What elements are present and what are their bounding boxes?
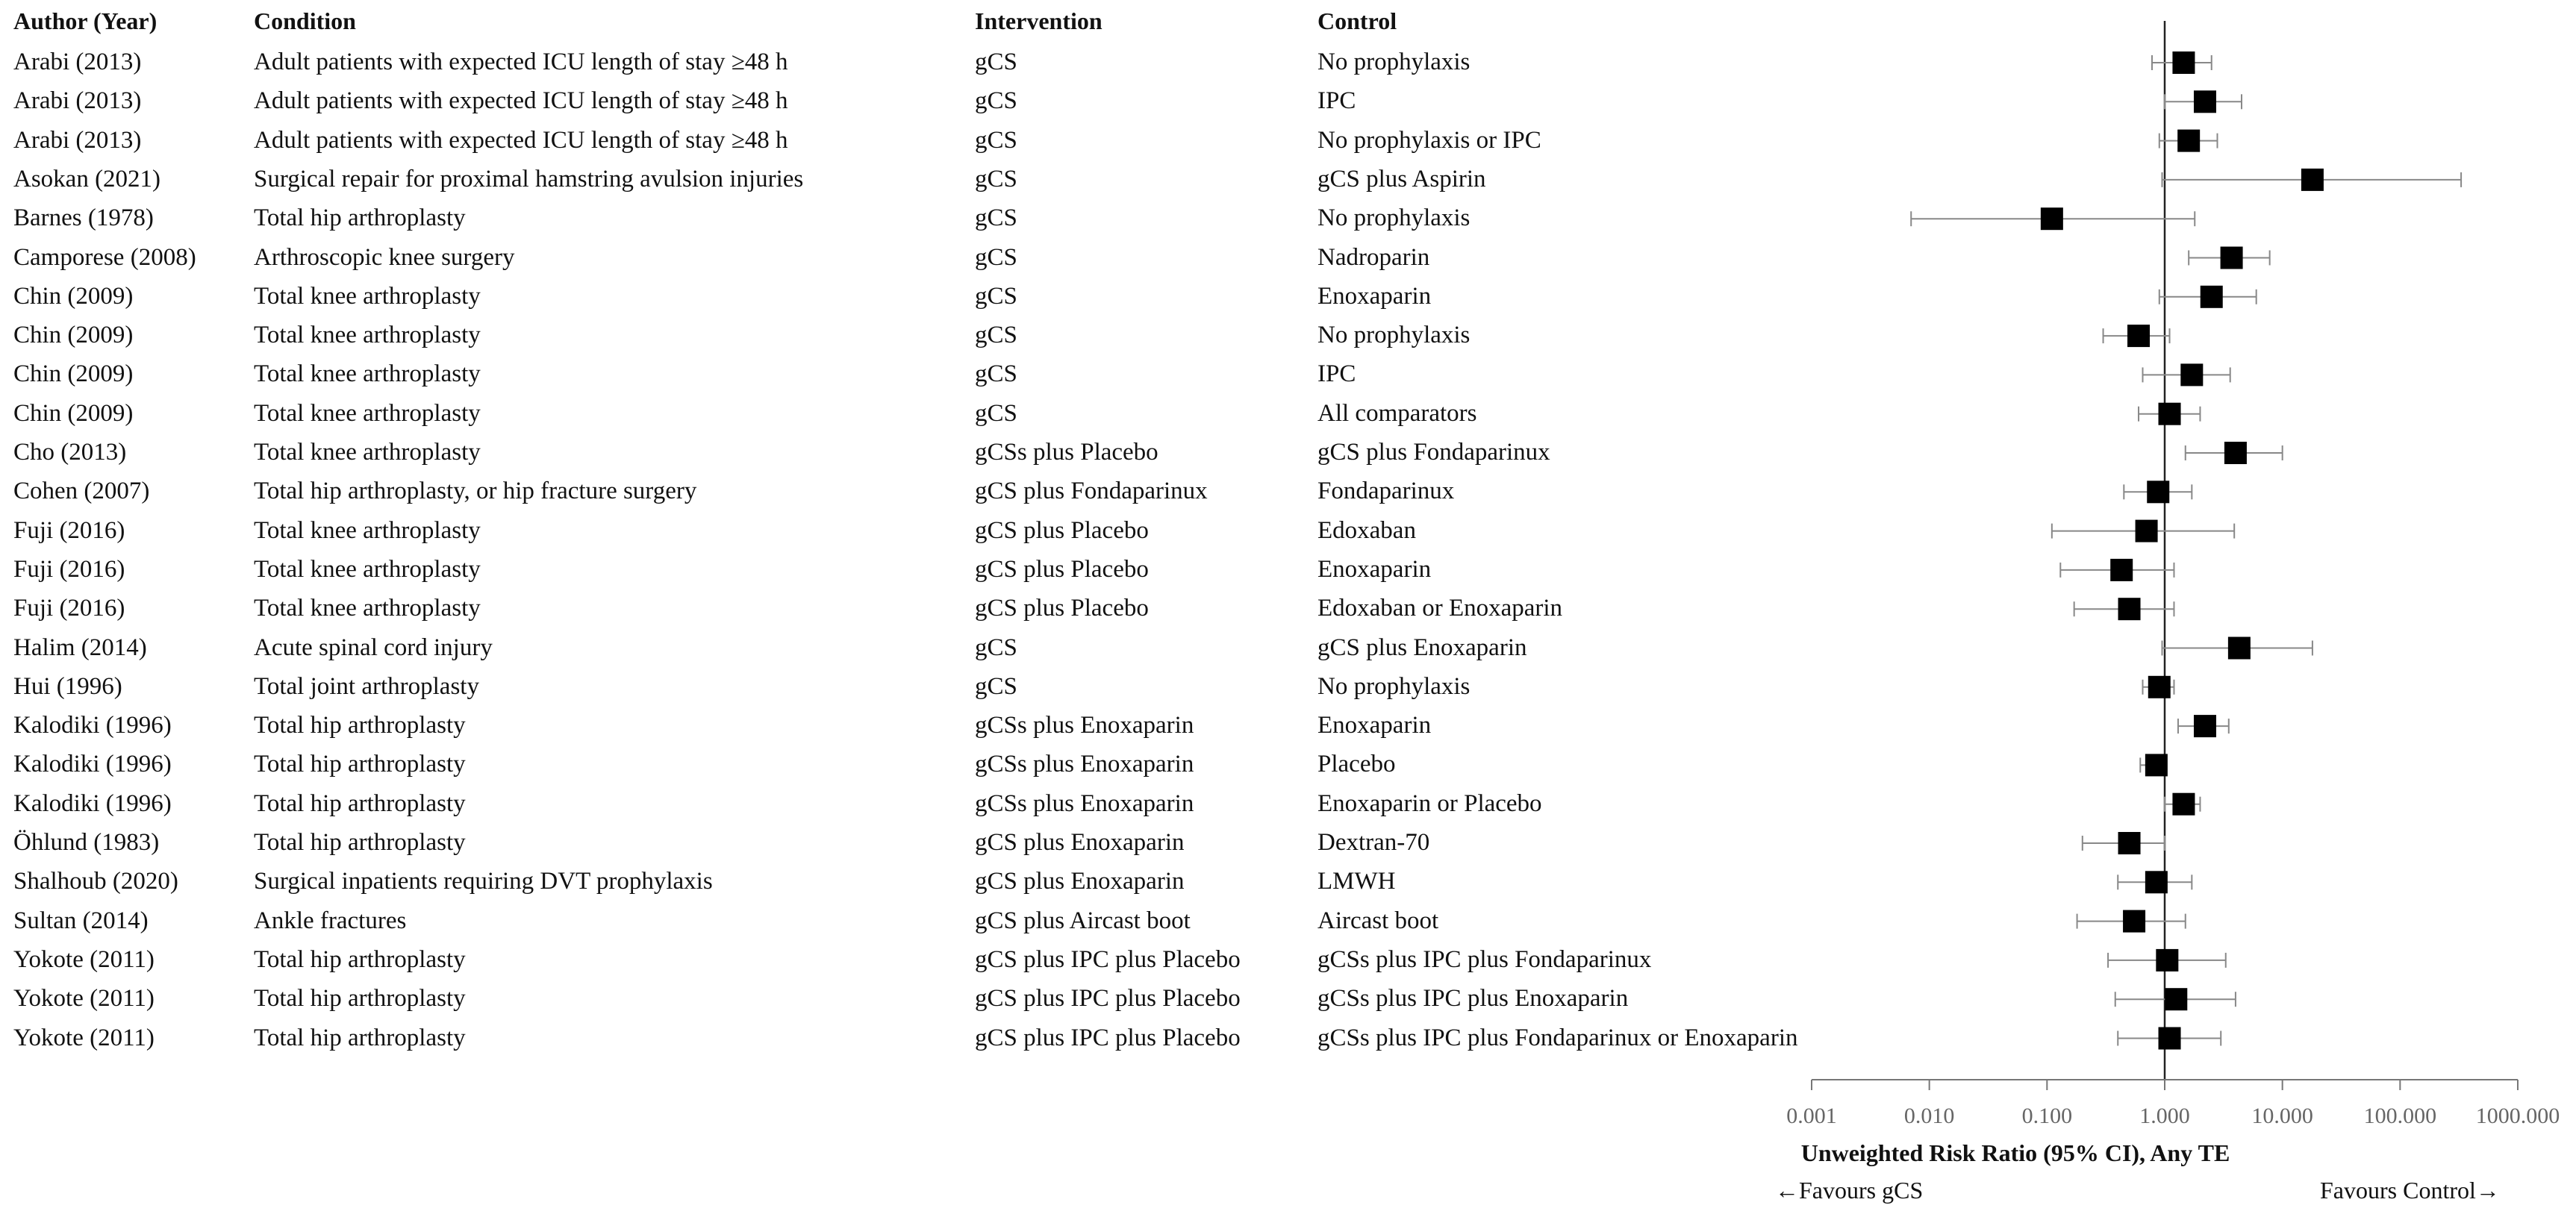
condition-cell: Total hip arthroplasty	[254, 829, 466, 856]
condition-cell: Total hip arthroplasty	[254, 712, 466, 739]
condition-cell: Total knee arthroplasty	[254, 595, 481, 622]
point-estimate-marker	[2301, 169, 2324, 191]
control-cell: gCSs plus IPC plus Fondaparinux	[1317, 945, 1652, 973]
control-cell: gCS plus Aspirin	[1317, 165, 1486, 193]
intervention-cell: gCS plus Aircast boot	[975, 907, 1191, 934]
point-estimate-marker	[2180, 363, 2203, 386]
x-tick-label: 10.000	[2251, 1104, 2313, 1128]
control-cell: Edoxaban or Enoxaparin	[1317, 595, 1563, 622]
control-cell: Enoxaparin	[1317, 712, 1432, 739]
author-cell: Chin (2009)	[13, 399, 134, 427]
header-author: Author (Year)	[13, 7, 158, 34]
condition-cell: Total knee arthroplasty	[254, 439, 481, 466]
condition-cell: Total knee arthroplasty	[254, 399, 481, 427]
intervention-cell: gCS	[975, 360, 1017, 388]
condition-cell: Total hip arthroplasty	[254, 985, 466, 1013]
condition-cell: Total knee arthroplasty	[254, 555, 481, 583]
author-cell: Sultan (2014)	[13, 907, 149, 934]
intervention-cell: gCS	[975, 87, 1017, 115]
intervention-cell: gCS	[975, 633, 1017, 661]
control-cell: gCS plus Enoxaparin	[1317, 633, 1527, 661]
control-cell: Enoxaparin or Placebo	[1317, 789, 1542, 817]
point-estimate-marker	[2177, 130, 2200, 152]
condition-cell: Total hip arthroplasty	[254, 945, 466, 973]
favours-left-label: ←Favours gCS	[1775, 1177, 1924, 1204]
point-estimate-marker	[2201, 286, 2223, 308]
intervention-cell: gCSs plus Placebo	[975, 439, 1158, 466]
point-estimate-marker	[2148, 676, 2171, 698]
intervention-cell: gCS plus IPC plus Placebo	[975, 985, 1241, 1013]
author-cell: Hui (1996)	[13, 672, 122, 700]
author-cell: Fuji (2016)	[13, 516, 125, 544]
condition-cell: Adult patients with expected ICU length of stay ≥48 h	[254, 87, 788, 115]
condition-cell: Ankle fractures	[254, 907, 407, 934]
intervention-cell: gCSs plus Enoxaparin	[975, 789, 1194, 817]
control-cell: Nadroparin	[1317, 243, 1430, 271]
point-estimate-marker	[2127, 325, 2150, 347]
intervention-cell: gCS	[975, 243, 1017, 271]
intervention-cell: gCS	[975, 165, 1017, 193]
header-condition: Condition	[254, 7, 356, 34]
author-cell: Chin (2009)	[13, 282, 134, 310]
author-cell: Barnes (1978)	[13, 204, 154, 232]
control-cell: Enoxaparin	[1317, 555, 1432, 583]
author-cell: Arabi (2013)	[13, 126, 142, 154]
condition-cell: Adult patients with expected ICU length of stay ≥48 h	[254, 126, 788, 154]
condition-cell: Adult patients with expected ICU length of stay ≥48 h	[254, 49, 788, 75]
point-estimate-marker	[2224, 442, 2247, 464]
point-estimate-marker	[2118, 832, 2141, 854]
author-cell: Chin (2009)	[13, 360, 134, 388]
intervention-cell: gCS	[975, 204, 1017, 232]
point-estimate-marker	[2165, 988, 2187, 1010]
author-cell: Yokote (2011)	[13, 985, 155, 1013]
favours-right-label: Favours Control→	[2320, 1177, 2500, 1204]
point-estimate-marker	[2172, 793, 2195, 816]
control-cell: All comparators	[1317, 399, 1477, 427]
author-cell: Fuji (2016)	[13, 555, 125, 583]
intervention-cell: gCS plus Placebo	[975, 595, 1149, 622]
author-cell: Halim (2014)	[13, 633, 147, 661]
point-estimate-marker	[2147, 481, 2169, 503]
intervention-cell: gCS	[975, 49, 1017, 75]
point-estimate-marker	[2145, 871, 2168, 893]
header-control: Control	[1317, 7, 1397, 34]
intervention-cell: gCSs plus Enoxaparin	[975, 712, 1194, 739]
control-cell: Dextran-70	[1317, 829, 1430, 856]
point-estimate-marker	[2172, 51, 2195, 74]
control-cell: Aircast boot	[1317, 907, 1439, 934]
author-cell: Öhlund (1983)	[13, 829, 160, 856]
point-estimate-marker	[2194, 715, 2216, 737]
author-cell: Yokote (2011)	[13, 945, 155, 973]
control-cell: gCSs plus IPC plus Fondaparinux or Enoxaparin	[1317, 1024, 1798, 1051]
point-estimate-marker	[2159, 1027, 2181, 1050]
intervention-cell: gCS	[975, 399, 1017, 427]
control-cell: Placebo	[1317, 751, 1396, 778]
point-estimate-marker	[2221, 247, 2243, 269]
point-estimate-marker	[2159, 403, 2181, 425]
control-cell: No prophylaxis	[1317, 204, 1471, 232]
point-estimate-marker	[2110, 559, 2133, 581]
x-tick-label: 0.001	[1786, 1104, 1837, 1128]
intervention-cell: gCSs plus Enoxaparin	[975, 751, 1194, 778]
author-cell: Kalodiki (1996)	[13, 789, 172, 817]
intervention-cell: gCS	[975, 322, 1017, 349]
point-estimate-marker	[2136, 520, 2158, 542]
control-cell: IPC	[1317, 360, 1356, 388]
x-tick-label: 0.010	[1903, 1104, 1955, 1128]
intervention-cell: gCS plus IPC plus Placebo	[975, 1024, 1241, 1051]
author-cell: Yokote (2011)	[13, 1024, 155, 1051]
control-cell: LMWH	[1317, 868, 1396, 895]
author-cell: Shalhoub (2020)	[13, 868, 178, 895]
author-cell: Arabi (2013)	[13, 87, 142, 115]
header-intervention: Intervention	[975, 7, 1103, 34]
x-tick-label: 0.100	[2021, 1104, 2073, 1128]
condition-cell: Total knee arthroplasty	[254, 360, 481, 388]
condition-cell: Arthroscopic knee surgery	[254, 243, 515, 271]
author-cell: Kalodiki (1996)	[13, 751, 172, 778]
condition-cell: Total knee arthroplasty	[254, 516, 481, 544]
point-estimate-marker	[2194, 90, 2216, 113]
intervention-cell: gCS plus IPC plus Placebo	[975, 945, 1241, 973]
author-cell: Chin (2009)	[13, 322, 134, 349]
control-cell: gCS plus Fondaparinux	[1317, 439, 1550, 466]
author-cell: Cho (2013)	[13, 439, 127, 466]
author-cell: Kalodiki (1996)	[13, 712, 172, 739]
condition-cell: Surgical inpatients requiring DVT prophylaxis	[254, 868, 713, 895]
author-cell: Arabi (2013)	[13, 49, 142, 75]
point-estimate-marker	[2156, 949, 2178, 972]
intervention-cell: gCS plus Placebo	[975, 516, 1149, 544]
control-cell: gCSs plus IPC plus Enoxaparin	[1317, 985, 1629, 1013]
author-cell: Cohen (2007)	[13, 478, 150, 505]
x-tick-label: 1000.000	[2475, 1104, 2560, 1128]
condition-cell: Total knee arthroplasty	[254, 282, 481, 310]
control-cell: No prophylaxis or IPC	[1317, 126, 1541, 154]
condition-cell: Total hip arthroplasty	[254, 751, 466, 778]
x-axis-title: Unweighted Risk Ratio (95% CI), Any TE	[1800, 1139, 2230, 1166]
intervention-cell: gCS	[975, 282, 1017, 310]
condition-cell: Total hip arthroplasty	[254, 204, 466, 232]
intervention-cell: gCS plus Placebo	[975, 555, 1149, 583]
condition-cell: Acute spinal cord injury	[254, 633, 493, 661]
control-cell: Enoxaparin	[1317, 282, 1432, 310]
author-cell: Fuji (2016)	[13, 595, 125, 622]
x-tick-label: 100.000	[2363, 1104, 2437, 1128]
intervention-cell: gCS plus Fondaparinux	[975, 478, 1208, 505]
point-estimate-marker	[2228, 637, 2251, 660]
control-cell: Fondaparinux	[1317, 478, 1455, 505]
point-estimate-marker	[2118, 598, 2141, 620]
author-cell: Camporese (2008)	[13, 243, 196, 271]
control-cell: No prophylaxis	[1317, 322, 1471, 349]
condition-cell: Total hip arthroplasty	[254, 789, 466, 817]
condition-cell: Total knee arthroplasty	[254, 322, 481, 349]
author-cell: Asokan (2021)	[13, 165, 161, 193]
control-cell: No prophylaxis	[1317, 672, 1471, 700]
intervention-cell: gCS	[975, 126, 1017, 154]
intervention-cell: gCS plus Enoxaparin	[975, 829, 1185, 856]
control-cell: IPC	[1317, 87, 1356, 115]
condition-cell: Total hip arthroplasty, or hip fracture surgery	[254, 478, 697, 505]
control-cell: No prophylaxis	[1317, 49, 1471, 75]
point-estimate-marker	[2123, 910, 2145, 933]
control-cell: Edoxaban	[1317, 516, 1416, 544]
condition-cell: Surgical repair for proximal hamstring avulsion injuries	[254, 165, 804, 193]
intervention-cell: gCS	[975, 672, 1017, 700]
x-tick-label: 1.000	[2139, 1104, 2190, 1128]
point-estimate-marker	[2041, 207, 2063, 230]
intervention-cell: gCS plus Enoxaparin	[975, 868, 1185, 895]
condition-cell: Total hip arthroplasty	[254, 1024, 466, 1051]
condition-cell: Total joint arthroplasty	[254, 672, 479, 700]
point-estimate-marker	[2145, 754, 2168, 776]
